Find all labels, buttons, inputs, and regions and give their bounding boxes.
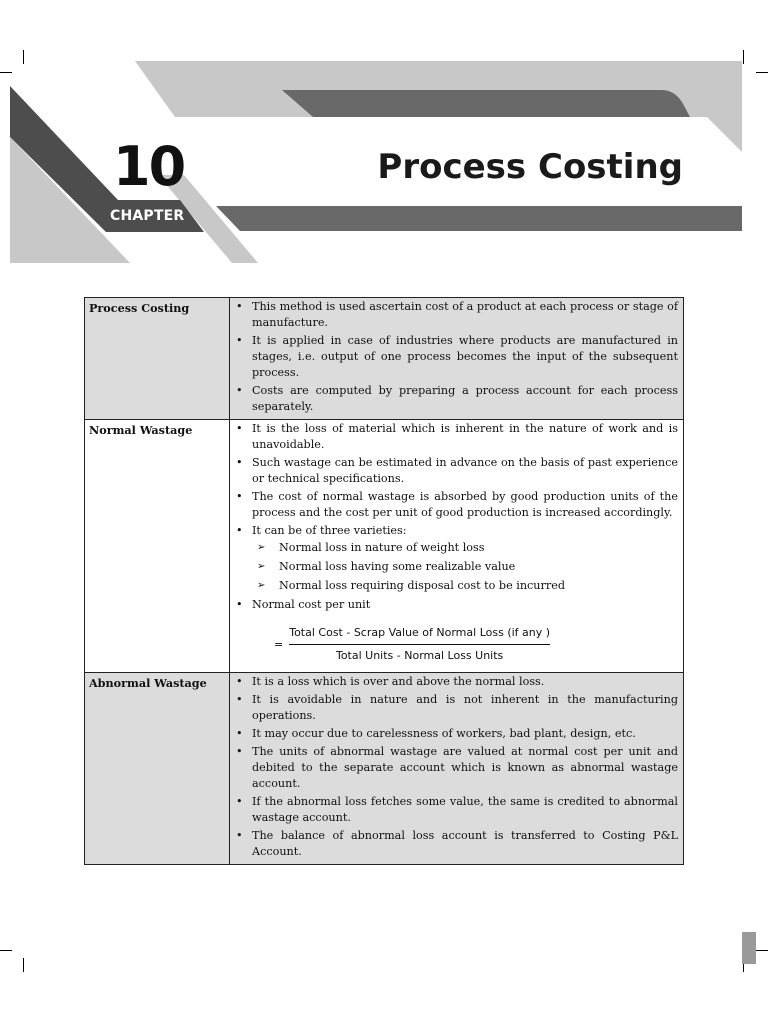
bullet-point: • The cost of normal wastage is absorbed by good production units of the process and the cost per unit of good production is increased accordingly. — [252, 489, 678, 521]
varieties-list — [252, 540, 678, 594]
description-cell — [230, 673, 684, 865]
chapter-label: CHAPTER — [110, 208, 185, 224]
bullet-point: • It is avoidable in nature and is not inherent in the manufacturing operations. — [252, 692, 678, 724]
bullet-list — [234, 299, 678, 415]
bullet-point: • It is a loss which is over and above the normal loss. — [252, 674, 678, 690]
formula-denominator: Total Units - Normal Loss Units — [335, 649, 504, 662]
banner-top-dark-band — [282, 90, 690, 117]
formula-numerator: Total Cost - Scrap Value of Normal Loss (if any ) — [289, 625, 550, 645]
bullet-point: • If the abnormal loss fetches some value, the same is credited to abnormal wastage account. — [252, 794, 678, 826]
summary-table — [84, 297, 684, 865]
bullet-point: • It is applied in case of industries where products are manufactured in stages, i.e. output of one process becomes the input of the subsequent process. — [252, 333, 678, 381]
description-cell — [230, 420, 684, 673]
sub-bullet-point: ➢ Normal loss in nature of weight loss — [279, 540, 678, 556]
term-cell: Process Costing — [85, 298, 230, 420]
table-row — [85, 420, 684, 673]
bullet-point: • This method is used ascertain cost of a product at each process or stage of manufacture. — [252, 299, 678, 331]
bullet-point: • Normal cost per unit — [252, 597, 678, 613]
bullet-point: • The units of abnormal wastage are valued at normal cost per unit and debited to the separate account which is known as abnormal wastage account. — [252, 744, 678, 792]
page-edge-tab — [742, 932, 756, 964]
bullet-point: • Costs are computed by preparing a process account for each process separately. — [252, 383, 678, 415]
term-cell: Normal Wastage — [85, 420, 230, 673]
sub-bullet-point: ➢ Normal loss having some realizable value — [279, 559, 678, 575]
description-cell — [230, 298, 684, 420]
bullet-point: • The balance of abnormal loss account is transferred to Costing P&L Account. — [252, 828, 678, 860]
term-cell: Abnormal Wastage — [85, 673, 230, 865]
bullet-point — [252, 523, 678, 594]
chapter-title: Process Costing — [377, 147, 683, 187]
sub-bullet-point: ➢ Normal loss requiring disposal cost to be incurred — [279, 578, 678, 594]
bullet-list — [234, 674, 678, 860]
crop-mark — [756, 950, 768, 951]
bullet-point: • It is the loss of material which is inherent in the nature of work and is unavoidable. — [252, 421, 678, 453]
crop-mark — [0, 950, 12, 951]
crop-mark — [23, 958, 24, 972]
bullet-list — [234, 421, 678, 613]
bullet-point: • It may occur due to carelessness of workers, bad plant, design, etc. — [252, 726, 678, 742]
banner-bottom-bar — [216, 206, 742, 231]
formula-equals: = — [274, 637, 284, 651]
normal-cost-formula — [274, 625, 678, 664]
chapter-number: 10 — [113, 135, 185, 198]
bullet-point: • Such wastage can be estimated in advance on the basis of past experience or technical specifications. — [252, 455, 678, 487]
bullet-text: It can be of three varieties: — [252, 524, 407, 537]
formula-fraction — [289, 625, 550, 664]
table-row — [85, 673, 684, 865]
table-row — [85, 298, 684, 420]
